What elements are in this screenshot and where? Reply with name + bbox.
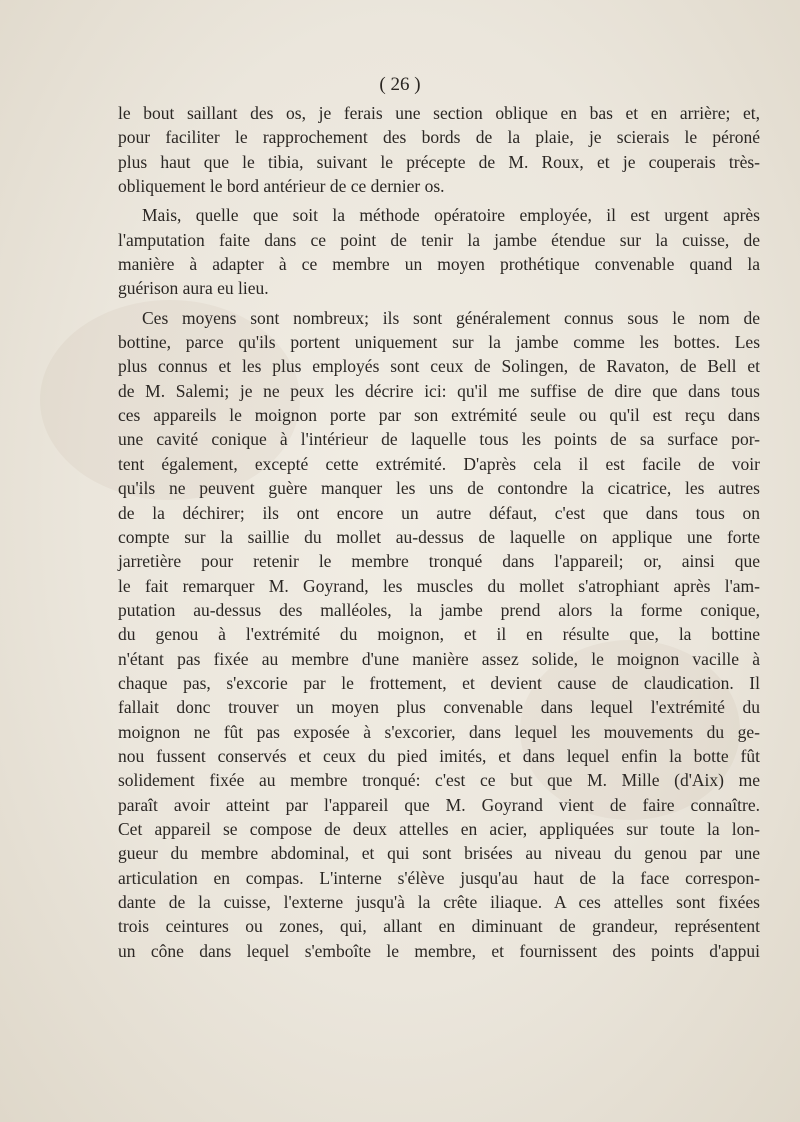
text-line: un cône dans lequel s'emboîte le membre, et fournissent des points d'appui	[118, 940, 760, 961]
text-line: l'amputation faite dans ce point de tenir la jambe étendue sur la cuisse, de	[118, 229, 760, 250]
text-line: putation au-dessus des malléoles, la jambe prend alors la forme conique,	[118, 599, 760, 620]
text-line: n'étant pas fixée au membre d'une manière assez solide, le moignon vacille à	[118, 648, 760, 669]
text-line: une cavité conique à l'intérieur de laquelle tous les points de sa surface por-	[118, 429, 760, 450]
text-line: obliquement le bord antérieur de ce dernier os.	[118, 176, 445, 197]
text-line: guérison aura eu lieu.	[118, 278, 269, 299]
text-line: dante de la cuisse, l'externe jusqu'à la crête iliaque. A ces attelles sont fixées	[118, 892, 760, 912]
text-line: articulation en compas. L'interne s'élève jusqu'au haut de la face correspon-	[118, 867, 760, 888]
text-line: nou fussent conservés et ceux du pied imités, et dans lequel enfin la botte fût	[118, 745, 760, 766]
text-line: plus haut que le tibia, suivant le précepte de M. Roux, et je couperais très-	[118, 151, 760, 172]
paragraph	[118, 101, 760, 198]
text-line: le fait remarquer M. Goyrand, les muscles du mollet s'atrophiant après l'am-	[118, 575, 760, 596]
text-line: Cet appareil se compose de deux attelles en acier, appliquées sur toute la lon-	[118, 818, 760, 839]
text-line: jarretière pour retenir le membre tronqué dans l'appareil; or, ainsi que	[118, 551, 760, 572]
text-line: paraît avoir atteint par l'appareil que M. Goyrand vient de faire connaître.	[118, 794, 760, 815]
text-line: trois ceintures ou zones, qui, allant en diminuant de grandeur, représentent	[118, 916, 760, 937]
text-line: moignon ne fût pas exposée à s'excorier, dans lequel les mouvements du ge-	[118, 721, 760, 742]
text-line: fallait donc trouver un moyen plus convenable dans lequel l'extrémité du	[118, 697, 760, 718]
text-line: Mais, quelle que soit la méthode opératoire employée, il est urgent après	[142, 205, 760, 226]
text-line: de la déchirer; ils ont encore un autre défaut, c'est que dans tous on	[118, 502, 760, 523]
text-line: qu'ils ne peuvent guère manquer les uns de contondre la cicatrice, les autres	[118, 478, 760, 499]
text-line: solidement fixée au membre tronqué: c'est ce but que M. Mille (d'Aix) me	[118, 770, 760, 791]
paragraph	[118, 203, 760, 300]
text-line: manière à adapter à ce membre un moyen prothétique convenable quand la	[118, 254, 760, 275]
text-line: pour faciliter le rapprochement des bords de la plaie, je scierais le péroné	[118, 127, 760, 148]
text-line: plus connus et les plus employés sont ceux de Solingen, de Ravaton, de Bell et	[118, 356, 760, 377]
text-line: Ces moyens sont nombreux; ils sont généralement connus sous le nom de	[142, 307, 760, 328]
text-line: gueur du membre abdominal, et qui sont brisées au niveau du genou par une	[118, 843, 760, 864]
text-line: le bout saillant des os, je ferais une section oblique en bas et en arrière; et,	[118, 103, 760, 123]
body-text	[118, 101, 760, 963]
text-line: de M. Salemi; je ne peux les décrire ici: qu'il me suffise de dire que dans tous	[118, 380, 760, 401]
page-number: ( 26 )	[379, 74, 421, 95]
paragraph	[118, 306, 760, 963]
text-line: ces appareils le moignon porte par son extrémité seule ou qu'il est reçu dans	[118, 405, 760, 426]
text-line: tent également, excepté cette extrémité. D'après cela il est facile de voir	[118, 453, 760, 474]
text-line: du genou à l'extrémité du moignon, et il en résulte que, la bottine	[118, 624, 760, 645]
text-line: bottine, parce qu'ils portent uniquement sur la jambe comme les bottes. Les	[118, 332, 760, 353]
text-line: compte sur la saillie du mollet au-dessus de laquelle on applique une forte	[118, 526, 760, 547]
text-line: chaque pas, s'excorie par le frottement, et devient cause de claudication. Il	[118, 672, 760, 693]
